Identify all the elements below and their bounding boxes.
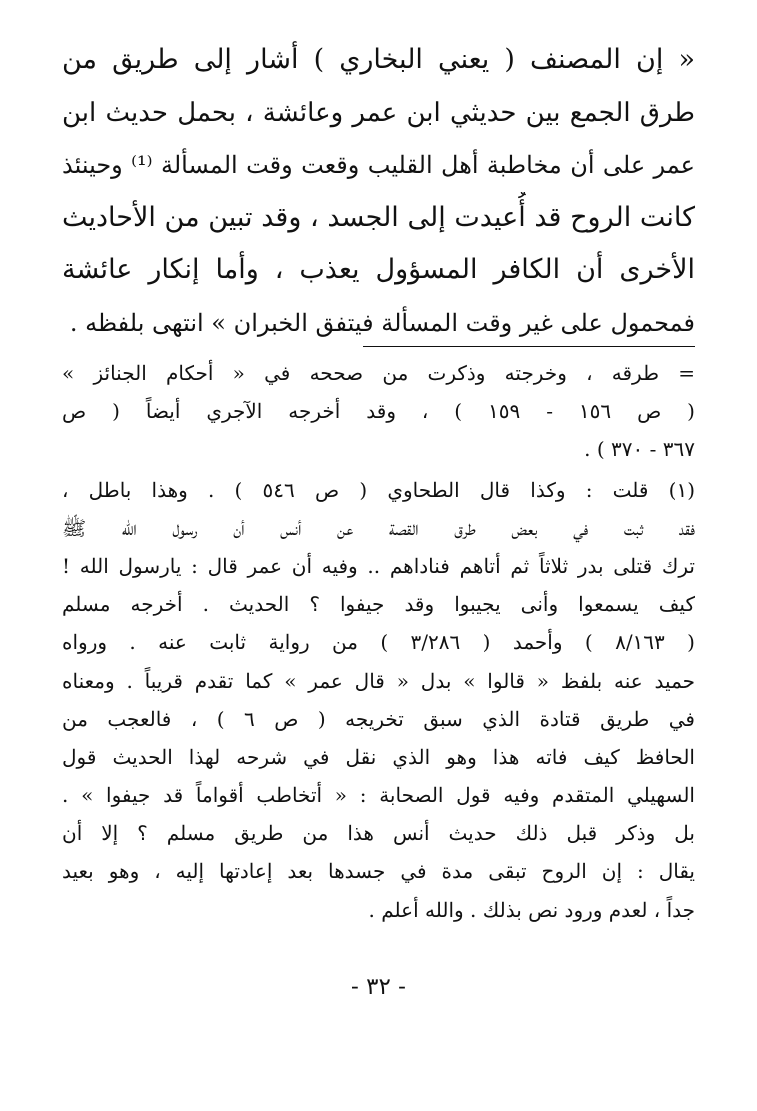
main-text-line: فمحمول على غير وقت المسألة فيتفق الخبران » انتهى بلفظه . <box>69 308 695 337</box>
footnote-1-line: فقد ثبت في بعض طرق القصة عن أنس أن رسول الله ﷺ <box>62 515 695 540</box>
page-number: - ٣٢ - <box>351 974 406 1000</box>
main-text-block <box>62 34 695 349</box>
main-text-line: عمر على أن مخاطبة أهل القليب وقعت وقت المسألة ⁽¹⁾ وحينئذ <box>62 151 695 179</box>
footnote-1-line: كيف يسمعوا وأنى يجيبوا وقد جيفوا ؟ الحديث . أخرجه مسلم <box>62 592 695 617</box>
footnote-1-line: السهيلي المتقدم وفيه قول الصحابة : « أتخاطب أقواماً قد جيفوا » . <box>62 783 695 808</box>
footnote-1-line: يقال : إن الروح تبقى مدة في جسدها بعد إعادتها إليه ، وهو بعيد <box>62 859 695 884</box>
main-text-line: « إن المصنف ( يعني البخاري ) أشار إلى طريق من <box>62 44 695 75</box>
footnote-1-line: (١) قلت : وكذا قال الطحاوي ( ص ٥٤٦ ) . وهذا باطل ، <box>62 477 695 502</box>
footnote-1-line: ترك قتلى بدر ثلاثاً ثم أتاهم فناداهم .. وفيه أن عمر قال : يارسول الله ! <box>62 553 695 578</box>
main-text-line: كانت الروح قد أُعيدت إلى الجسد ، وقد تبين من الأحاديث <box>62 201 695 233</box>
footnote-1-line: حميد عنه بلفظ « قالوا » بدل « قال عمر » كما تقدم قريباً . ومعناه <box>62 668 695 693</box>
footnote-1-line: في طريق قتادة الذي سبق تخريجه ( ص ٦ ) ، فالعجب من <box>62 706 695 731</box>
main-text-line: طرق الجمع بين حديثي ابن عمر وعائشة ، بحمل حديث ابن <box>62 97 695 128</box>
main-text-line: الأخرى أن الكافر المسؤول يعذب ، وأما إنكار عائشة <box>62 254 695 285</box>
footnotes-block <box>62 354 695 929</box>
footnote-continuation-line: ٣٦٧ - ٣٧٠ ) . <box>584 437 695 462</box>
footnote-1-line: ( ٨/١٦٣ ) وأحمد ( ٣/٢٨٦ ) من رواية ثابت عنه . ورواه <box>62 630 695 655</box>
footnote-1-line: بل وذكر قبل ذلك حديث أنس هذا من طريق مسلم ؟ إلا أن <box>62 821 695 846</box>
footnote-1-line: الحافظ كيف فاته هذا وهو الذي نقل في شرحه لهذا الحديث قول <box>62 744 695 769</box>
footnote-1-line: جداً ، لعدم ورود نص بذلك . والله أعلم . <box>368 897 695 922</box>
footnote-continuation-line: = طرقه ، وخرجته وذكرت من صححه في « أحكام الجنائز » <box>62 361 695 385</box>
footnote-continuation-line: ( ص ١٥٦ - ١٥٩ ) ، وقد أخرجه الآجري أيضاً ( ص <box>62 399 695 424</box>
footnote-separator <box>363 346 695 347</box>
